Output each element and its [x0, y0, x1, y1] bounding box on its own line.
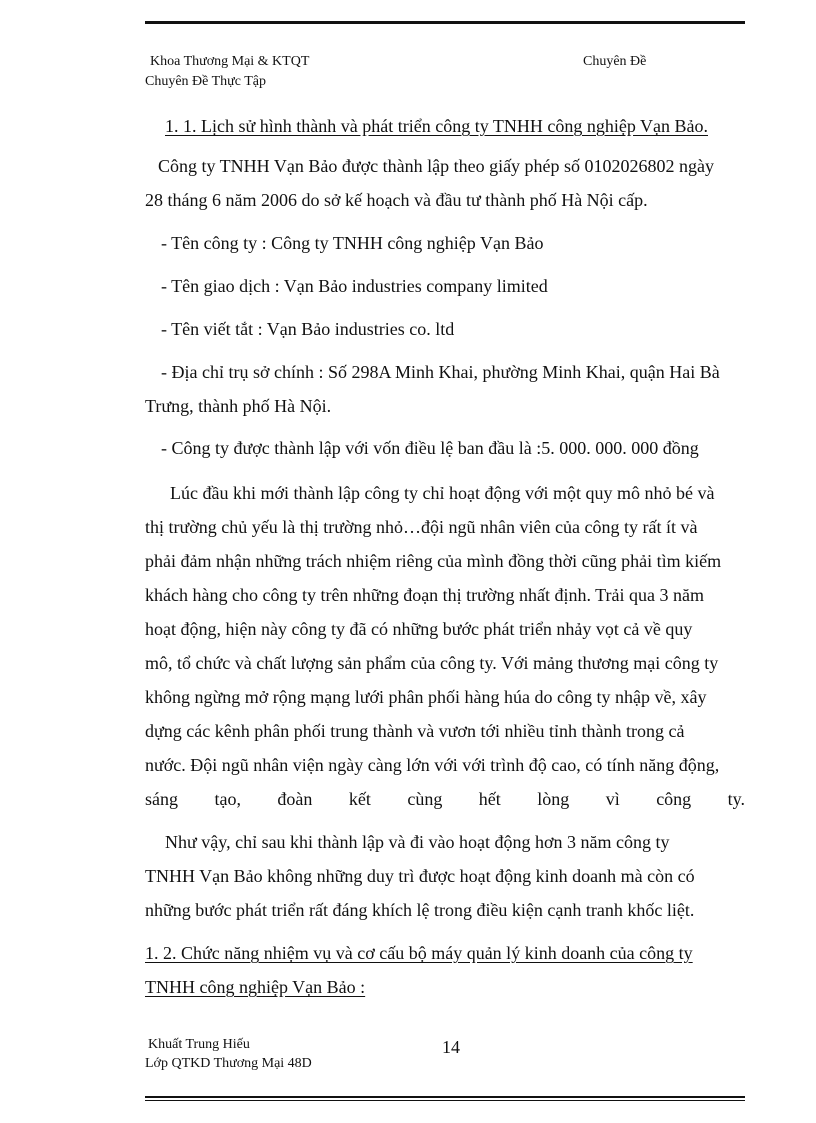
short-name-item: - Tên viết tắt : Vạn Bảo industries co. ltd: [161, 319, 455, 339]
paragraph-2-line-3: những bước phát triển rất đáng khích lệ trong điều kiện cạnh tranh khốc liệt.: [145, 900, 695, 920]
intro-line-2: 28 tháng 6 năm 2006 do sở kế hoạch và đầu tư thành phố Hà Nội cấp.: [145, 190, 648, 210]
header-report-title: Chuyên Đề Thực Tập: [145, 74, 266, 89]
capital-item: - Công ty được thành lập với vốn điều lệ ban đầu là :5. 000. 000. 000 đồng: [161, 438, 699, 458]
paragraph-1-line-5: hoạt động, hiện này công ty đã có những bước phát triển nhảy vọt cả về quy: [145, 619, 693, 639]
footer-author: Khuất Trung Hiếu: [148, 1037, 250, 1052]
section-2-heading-line-1: 1. 2. Chức năng nhiệm vụ và cơ cấu bộ máy quản lý kinh doanh của công ty: [145, 943, 693, 963]
paragraph-1-line-7: không ngừng mở rộng mạng lưới phân phối hàng húa do công ty nhập về, xây: [145, 687, 707, 707]
paragraph-2-line-2: TNHH Vạn Bảo không những duy trì được hoạt động kinh doanh mà còn có: [145, 866, 695, 886]
footer-rule-thin: [145, 1100, 745, 1101]
intro-line-1: Công ty TNHH Vạn Bảo được thành lập theo giấy phép số 0102026802 ngày: [158, 156, 715, 176]
paragraph-1-line-2: thị trường chủ yếu là thị trường nhỏ…đội ngũ nhân viên của công ty rất ít và: [145, 517, 698, 537]
paragraph-2-line-1: Như vậy, chỉ sau khi thành lập và đi vào hoạt động hơn 3 năm công ty: [165, 832, 670, 852]
address-line-1: - Địa chỉ trụ sở chính : Số 298A Minh Khai, phường Minh Khai, quận Hai Bà: [161, 362, 720, 382]
paragraph-1-line-3: phải đảm nhận những trách nhiệm riêng của mình đồng thời cũng phải tìm kiếm: [145, 551, 722, 571]
footer-rule-thick: [145, 1096, 745, 1098]
paragraph-1-line-10: sáng tạo, đoàn kết cùng hết lòng vì công ty.: [145, 789, 745, 809]
paragraph-1-line-1: Lúc đầu khi mới thành lập công ty chỉ hoạt động với một quy mô nhỏ bé và: [170, 483, 715, 503]
trade-name-item: - Tên giao dịch : Vạn Bảo industries company limited: [161, 276, 548, 296]
page-number: 14: [442, 1037, 460, 1057]
address-line-2: Trưng, thành phố Hà Nội.: [145, 396, 332, 416]
paragraph-1-line-6: mô, tổ chức và chất lượng sản phẩm của công ty. Với mảng thương mại công ty: [145, 653, 719, 673]
paragraph-1-line-9: nước. Đội ngũ nhân viện ngày càng lớn với với trình độ cao, có tính năng động,: [145, 755, 720, 775]
footer-class: Lớp QTKD Thương Mại 48D: [145, 1056, 312, 1071]
paragraph-1-line-8: dựng các kênh phân phối trung thành và vươn tới nhiều tỉnh thành trong cả: [145, 721, 685, 741]
paragraph-1-line-4: khách hàng cho công ty trên những đoạn thị trường nhất định. Trải qua 3 năm: [145, 585, 704, 605]
company-name-item: - Tên công ty : Công ty TNHH công nghiệp Vạn Bảo: [161, 233, 544, 253]
section-2-heading-line-2: TNHH công nghiệp Vạn Bảo :: [145, 977, 366, 997]
section-1-heading: 1. 1. Lịch sử hình thành và phát triển công ty TNHH công nghiệp Vạn Bảo.: [165, 116, 708, 136]
header-rule: [145, 21, 745, 24]
header-right-label: Chuyên Đề: [583, 54, 647, 69]
header-faculty: Khoa Thương Mại & KTQT: [150, 54, 310, 69]
